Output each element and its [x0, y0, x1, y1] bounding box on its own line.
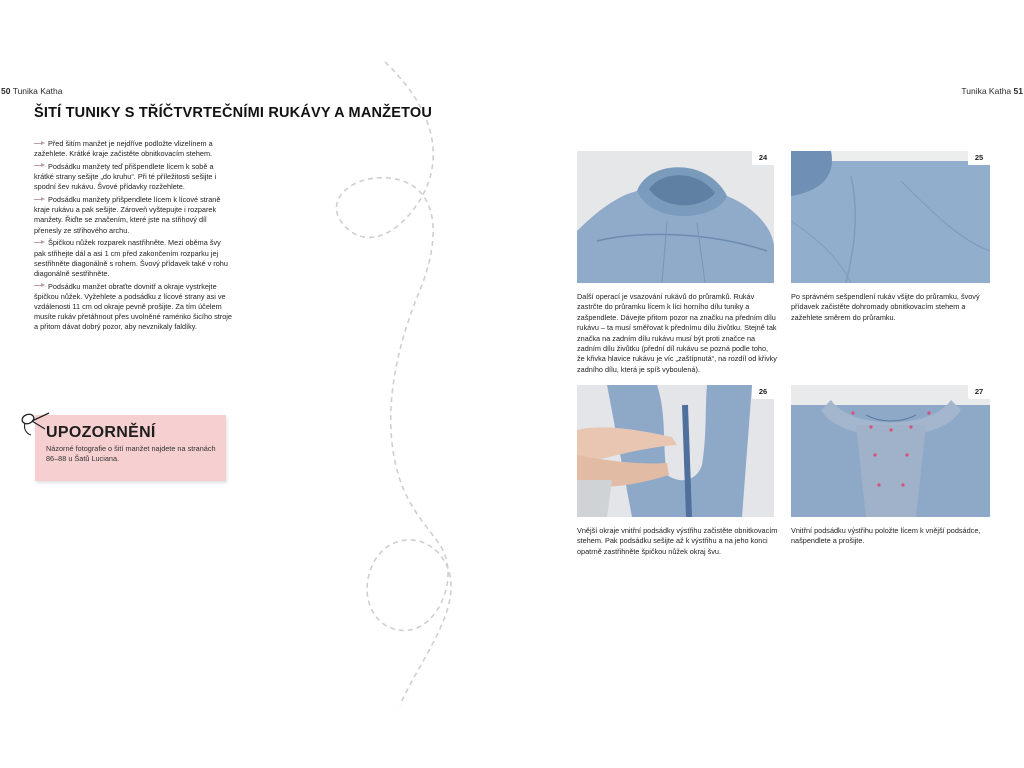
photo-caption-24: Další operací je vsazování rukávů do průramků. Rukáv zastrčte do průramku lícem k líci horního dílu tuniky a zašpendlete. Dávejte přitom pozor na značku na předním dílu rukávu – ta musí směřovat k přednímu dílu živůtku. Stejně tak značka na zadním dílu rukávu musí být proti značce na zadním dílu živůtku (přední díl rukávu se pozná podle toho, že křivka hlavice rukávu je víc „zaštípnutá“, na rozdíl od křivky zadního dílu, která je spíš vyboulená). — [577, 292, 777, 374]
page-number-left: 50 — [1, 86, 11, 96]
photo-number: 24 — [752, 151, 774, 165]
running-title-left: Tunika Katha — [12, 86, 63, 96]
running-title-right: Tunika Katha — [961, 86, 1012, 96]
photo-number: 26 — [752, 385, 774, 399]
photo-pinned-facing — [791, 385, 990, 517]
photo-caption-26: Vnější okraje vnitřní podsádky výstřihu začistěte obnitkovacím stehem. Pak podsádku sešijte až k výstřihu a na jeho konci opatrně zastřihněte špičkou nůžek okraj švu. — [577, 526, 778, 556]
page-title: ŠITÍ TUNIKY S TŘÍČTVRTEČNÍMI RUKÁVY A MANŽETOU — [34, 105, 433, 121]
step-photo-25 — [791, 151, 990, 283]
warning-title: UPOZORNĚNÍ — [46, 424, 156, 441]
step-photo-24 — [577, 151, 774, 283]
photo-facing-hands — [577, 385, 774, 517]
step-photo-27 — [791, 385, 990, 517]
instruction-step: Podsádku manžety teď přišpendlete lícem k sobě a krátké strany sešijte „do kruhu“. Při té příležitosti sešijte i spodní šev rukávu. Švové přídavky rozžehlete. — [34, 161, 217, 192]
photo-number: 27 — [968, 385, 990, 399]
page-number-right: 51 — [1013, 86, 1023, 96]
instruction-step: Před šitím manžet je nejdříve podložte vlizelínem a zažehlete. Krátké kraje začistěte obnitkovacím stehem. — [34, 139, 213, 159]
photo-sewn-sleeve — [791, 151, 990, 283]
instruction-step: Podsádku manžet obraťte dovnitř a okraje vystrkejte špičkou nůžek. Vyžehlete a podsádku z lícové strany asi ve vzdálenosti 11 cm od okraje pevně prošijte. Za tím účelem musíte rukáv přetáhnout přes uvolněné raménko šicího stroje a přitom dávat dobrý pozor, aby nevznikaly faldíky. — [34, 281, 232, 332]
arrow-icon — [34, 140, 46, 146]
step-photo-26 — [577, 385, 774, 517]
photo-number: 25 — [968, 151, 990, 165]
arrow-icon — [34, 239, 46, 245]
running-head-right — [961, 86, 1023, 96]
warning-box — [35, 415, 226, 481]
photo-caption-27: Vnitřní podsádku výstřihu položte lícem k vnější podsádce, našpendlete a prošijte. — [791, 526, 981, 546]
instruction-step: Podsádku manžety přišpendlete lícem k lícové straně kraje rukávu a pak sešijte. Zároveň vyštepujte i rozparek manžety. Řiďte se značením, které jste na střihový díl přenesly ze střihového archu. — [34, 195, 221, 235]
arrow-icon — [34, 196, 46, 202]
warning-text: Názorné fotografie o šití manžet najdete na stranách 86–88 u Šatů Luciana. — [46, 444, 216, 463]
photo-caption-25: Po správném sešpendlení rukáv všijte do průramku, švový přídavek začistěte dohromady obnitkovacím stehem a zažehlete směrem do průramku. — [791, 292, 980, 322]
instruction-steps — [34, 139, 234, 335]
running-head-left — [1, 86, 62, 96]
arrow-icon — [34, 283, 46, 289]
arrow-icon — [34, 163, 46, 169]
photo-sleeve-insertion — [577, 151, 774, 283]
instruction-step: Špičkou nůžek rozparek nastřihněte. Mezi oběma švy pak střihejte dál a asi 1 cm před zakončením rozparku jej sestřihněte diagonálně s rohem. Švový přídavek také v rohu diagonálně sestřihněte. — [34, 238, 228, 278]
